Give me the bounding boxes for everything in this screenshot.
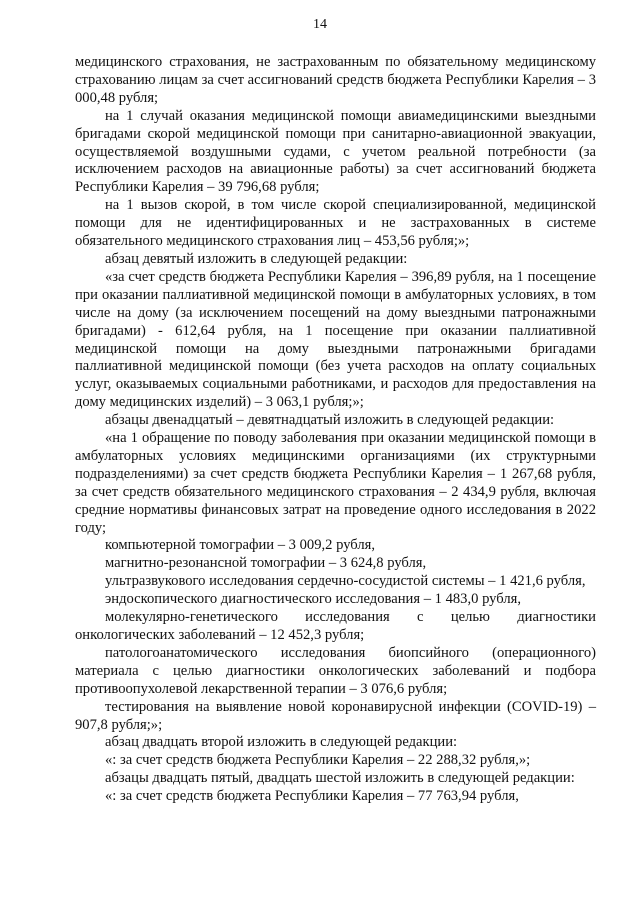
paragraph: эндоскопического диагностического исследования – 1 483,0 рубля, bbox=[105, 591, 521, 608]
document-body bbox=[75, 54, 596, 806]
paragraph: абзац девятый изложить в следующей редакции: bbox=[105, 250, 408, 267]
paragraph: компьютерной томографии – 3 009,2 рубля, bbox=[105, 537, 376, 554]
paragraph: на 1 случай оказания медицинской помощи авиамедицинскими выездными бригадами скорой медицинской помощи при санитарно-авиационной эвакуации, осуществляемой воздушными судами, с учетом реальной потребности (за исключением расходов на авиационные работы) за счет ассигнований бюджета Республики Карелия – 39 796,68 рубля; bbox=[75, 107, 596, 196]
paragraph: магнитно-резонансной томографии – 3 624,8 рубля, bbox=[105, 555, 427, 572]
paragraph: «: за счет средств бюджета Республики Карелия – 77 763,94 рубля, bbox=[105, 788, 519, 805]
paragraph: медицинского страхования, не застрахованным по обязательному медицинскому страхованию лицам за счет ассигнований средств бюджета Республики Карелия – 3 000,48 рубля; bbox=[75, 54, 596, 106]
paragraph: патологоанатомического исследования биопсийного (операционного) материала с целью диагностики онкологических заболеваний и подбора противоопухолевой лекарственной терапии – 3 076,6 рубля; bbox=[75, 644, 596, 697]
paragraph: «на 1 обращение по поводу заболевания при оказании медицинской помощи в амбулаторных условиях медицинскими организациями (их структурными подразделениями) за счет средств бюджета Республики Карелия – 1 267,68 рубля, за счет средств обязательного медицинского страхования – 2 434,9 рубля, включая средние нормативы финансовых затрат на проведение одного исследования в 2022 году; bbox=[75, 430, 596, 536]
paragraph: «за счет средств бюджета Республики Карелия – 396,89 рубля, на 1 посещение при оказании паллиативной медицинской помощи в амбулаторных условиях, в том числе на дому (за исключением посещений на дому выездными патронажными бригадами) - 612,64 рубля, на 1 посещение при оказании паллиативной медицинской помощи на дому выездными патронажными бригадами паллиативной медицинской помощи (без учета расходов на оплату социальных услуг, оказываемых социальными работниками, и расходов для предоставления на дому медицинских изделий) – 3 063,1 рубля;»; bbox=[75, 268, 596, 411]
paragraph: «: за счет средств бюджета Республики Карелия – 22 288,32 рубля,»; bbox=[105, 752, 531, 769]
paragraph: тестирования на выявление новой коронавирусной инфекции (COVID-19) – 907,8 рубля;»; bbox=[75, 698, 596, 733]
paragraph: абзацы двенадцатый – девятнадцатый изложить в следующей редакции: bbox=[105, 412, 555, 429]
page-number: 14 bbox=[313, 17, 327, 32]
paragraph: ультразвукового исследования сердечно-сосудистой системы – 1 421,6 рубля, bbox=[105, 573, 586, 590]
paragraph: абзацы двадцать пятый, двадцать шестой изложить в следующей редакции: bbox=[105, 770, 575, 787]
paragraph: абзац двадцать второй изложить в следующей редакции: bbox=[105, 734, 458, 751]
paragraph: на 1 вызов скорой, в том числе скорой специализированной, медицинской помощи для не идентифицированных и не застрахованных в системе обязательного медицинского страхования лиц – 453,56 рубля;»; bbox=[75, 197, 596, 250]
paragraph: молекулярно-генетического исследования с целью диагностики онкологических заболеваний – 12 452,3 рубля; bbox=[75, 609, 596, 643]
